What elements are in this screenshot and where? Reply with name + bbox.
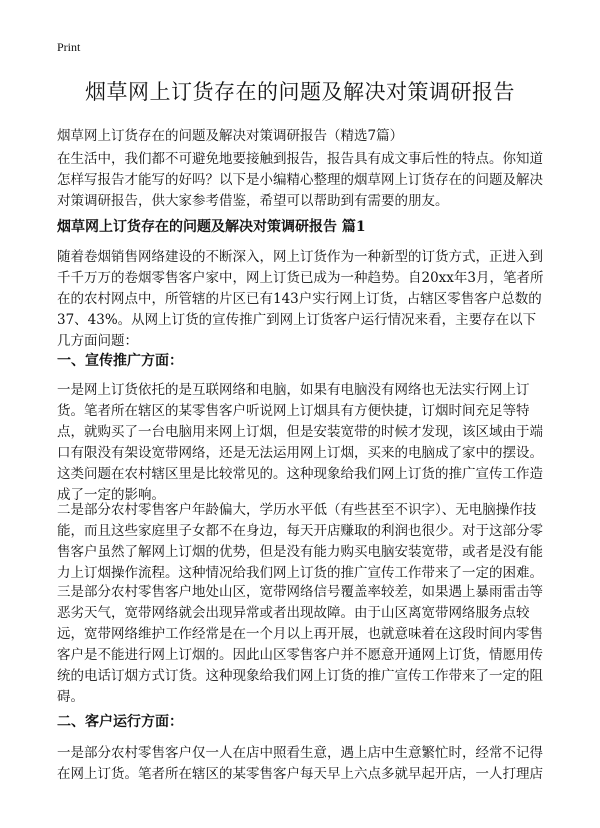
print-label: Print: [57, 40, 81, 54]
paragraph-operation-1: 一是部分农村零售客户仅一人在店中照看生意，遇上店中生意繁忙时，经常不记得在网上订货。笔者所在辖区的某零售客户每天早上六点多就早起开店，一人打理店: [57, 745, 543, 782]
paragraph-promotion-1: 一是网上订货依托的是互联网络和电脑，如果有电脑没有网络也无法实行网上订货。笔者所在辖区的某零售客户听说网上订烟具有方便快捷，订烟时间充足等特点，就购买了一台电脑用来网上订烟，但是安装宽带的时候才发现，该区域由于端口有限没有架设宽带网络，还是无法运用网上订烟，买来的电脑成了家中的摆设。这类问题在农村辖区里是比较常见的。这种现象给我们网上订货的推广宣传工作造成了一定的影响。: [57, 382, 543, 503]
section-heading-promotion: 一、宣传推广方面：: [57, 353, 183, 369]
intro-paragraph: 在生活中，我们都不可避免地要接触到报告，报告具有成文事后性的特点。你知道怎样写报告才能写的好吗？以下是小编精心整理的烟草网上订货存在的问题及解决对策调研报告，供大家参考借鉴，希望可以帮助到有需要的朋友。: [57, 151, 543, 209]
page-title: 烟草网上订货存在的问题及解决对策调研报告: [85, 80, 515, 104]
main-paragraph: 随着卷烟销售网络建设的不断深入，网上订货作为一种新型的订货方式，正进入到千千万万的卷烟零售客户家中，网上订货已成为一种趋势。自20xx年3月，笔者所在的农村网点中，所管辖的片区已有143户实行网上订货，占辖区零售客户总数的37、43%。从网上订货的宣传推广到网上订货客户运行情况来看，主要存在以下几方面问题：: [57, 249, 544, 349]
subtitle: 烟草网上订货存在的问题及解决对策调研报告（精选7篇）: [57, 128, 404, 144]
paragraph-promotion-2: 二是部分农村零售客户年龄偏大，学历水平低（有些甚至不识字）、无电脑操作技能，而且这些家庭里子女都不在身边，每天开店赚取的利润也很少。对于这部分零售客户虽然了解网上订烟的优势，但是没有能力购买电脑安装宽带，或者是没有能力上订烟操作流程。这种情况给我们网上订货的推广宣传工作带来了一定的困难。: [57, 502, 543, 581]
article-heading: 烟草网上订货存在的问题及解决对策调研报告 篇1: [57, 219, 366, 235]
section-heading-operation: 二、客户运行方面：: [57, 714, 183, 730]
paragraph-promotion-3: 三是部分农村零售客户地处山区，宽带网络信号覆盖率较差，如果遇上暴雨雷击等恶劣天气，宽带网络就会出现异常或者出现故障。由于山区离宽带网络服务点较远，宽带网络维护工作经常是在一个月以上再开展，也就意味着在这段时间内零售客户是不能进行网上订烟的。因此山区零售客户并不愿意开通网上订货，情愿用传统的电话订烟方式订货。这种现象给我们网上订货的推广宣传工作带来了一定的阻碍。: [57, 584, 543, 705]
